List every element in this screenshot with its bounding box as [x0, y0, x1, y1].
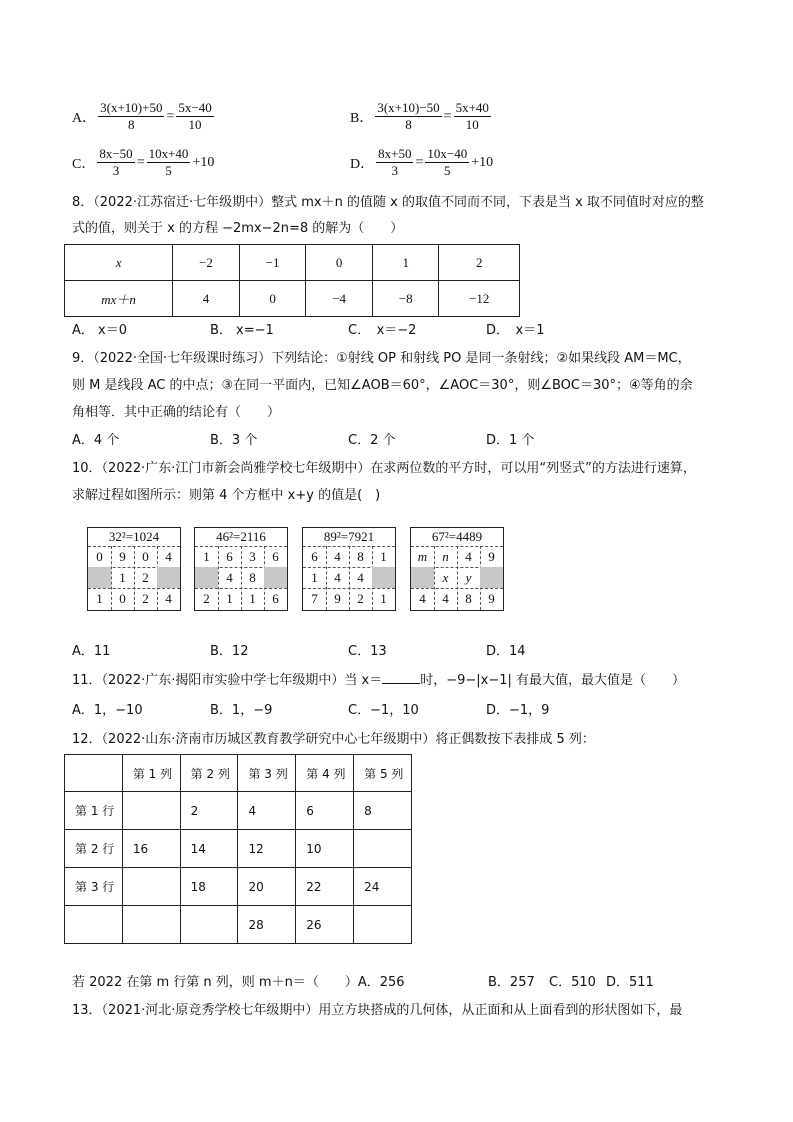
q12-cell	[354, 830, 412, 868]
grid-cell: 0	[96, 549, 103, 564]
q8-table-cell: 0	[239, 281, 306, 317]
q12-stem: 12．（2022·山东·济南市历城区教育教学研究中心七年级期中）将正偶数按下表排成 5 列：	[72, 732, 595, 747]
grid-cell	[480, 567, 503, 588]
q9-option-d: D．1 个	[486, 433, 535, 448]
grid-cell: 8	[249, 570, 256, 585]
grid-cell	[157, 567, 180, 588]
q11-option-b: B．1，−9	[210, 703, 273, 718]
q12-cell	[354, 906, 412, 944]
q12-cell: 10	[296, 830, 354, 868]
q12-cell: 6	[296, 792, 354, 830]
grid-cell: n	[442, 549, 449, 564]
q12-cell: 第 2 行	[65, 830, 123, 868]
q12-cell: 第 1 行	[65, 792, 123, 830]
grid-cell: 1	[203, 549, 210, 564]
grid-cell: 8	[357, 549, 364, 564]
q11-option-a: A．1，−10	[72, 703, 143, 718]
grid-cell: 8	[465, 591, 472, 606]
q11-stem-post: 时，−9−|x−1| 有最大值，最大值是（ ）	[420, 673, 686, 688]
grid-cell: 9	[334, 591, 341, 606]
grid-cell: 1	[311, 570, 318, 585]
q7-option-a: A． $\frac{3(x+10)+50}{8}$ = $\frac{5x-40}{10}$	[72, 100, 212, 132]
q7-option-c: C． $\frac{8x-50}{3}$ = $\frac{10x+40}{5}$ +10	[72, 146, 215, 178]
grid-cell: 4	[465, 549, 472, 564]
q10-stem-line1: 10．（2022·广东·江门市新会尚雅学校七年级期中）在求两位数的平方时，可以用“列竖式”的方法进行速算，	[72, 461, 696, 476]
grid-cell: 4	[419, 591, 426, 606]
q12-option-c: C．510	[549, 975, 596, 990]
grid-cell	[195, 567, 218, 588]
q8-table-cell: −8	[372, 281, 439, 317]
q7-option-b: B． $\frac{3(x+10)-50}{8}$ = $\frac{5x+40}{10}$	[350, 100, 489, 132]
q12-cell: 26	[296, 906, 354, 944]
grid-cell: 1	[96, 591, 103, 606]
grid-cell: 7	[311, 591, 318, 606]
q12-even-number-table	[64, 754, 412, 944]
q8-value-table	[64, 244, 520, 317]
grid-cell: 4	[334, 570, 341, 585]
square-figure	[302, 527, 396, 611]
grid-cell: 4	[442, 591, 449, 606]
q12-option-d: D．511	[606, 975, 654, 990]
q8-table-cell: 2	[439, 245, 520, 281]
grid-cell: 2	[142, 591, 149, 606]
grid-cell	[411, 567, 434, 588]
q10-option-c: C．13	[348, 644, 387, 659]
q12-cell: 18	[180, 868, 238, 906]
grid-cell: 1	[380, 549, 387, 564]
q8-option-a: A． x＝0	[72, 323, 127, 338]
q12-option-b: B．257	[488, 975, 535, 990]
q8-table-cell: −1	[239, 245, 306, 281]
grid-cell: 0	[119, 591, 126, 606]
q12-header-cell	[65, 755, 123, 792]
q12-cell	[122, 868, 180, 906]
grid-cell: y	[465, 570, 472, 585]
q9-option-b: B．3 个	[210, 433, 258, 448]
grid-cell: 4	[334, 549, 341, 564]
q8-table-cell: −4	[306, 281, 373, 317]
square-figure-title: 32²=1024	[88, 528, 180, 547]
q12-cell: 22	[296, 868, 354, 906]
q10-option-d: D．14	[486, 644, 526, 659]
q8-stem-line1: 8．（2022·江苏宿迁·七年级期中）整式 mx＋n 的值随 x 的取值不同而不同，下表是当 x 取不同值时对应的整	[72, 195, 704, 210]
q12-cell	[65, 906, 123, 944]
grid-cell	[88, 567, 111, 588]
q12-cell	[122, 792, 180, 830]
grid-cell	[372, 567, 395, 588]
q8-table-cell: 0	[306, 245, 373, 281]
q12-header-cell: 第 5 列	[354, 755, 412, 792]
q9-option-c: C．2 个	[348, 433, 396, 448]
q8-stem-line2: 式的值，则关于 x 的方程 −2mx−2n=8 的解为（ ）	[72, 221, 404, 236]
grid-cell: 2	[357, 591, 364, 606]
q11-stem	[72, 669, 685, 688]
q11-option-d: D．−1，9	[486, 703, 550, 718]
q9-stem-line1: 9．（2022·全国·七年级课时练习）下列结论：①射线 OP 和射线 PO 是同一条射线；②如果线段 AM＝MC，	[72, 351, 691, 366]
q7-option-d: D． $\frac{8x+50}{3}$ = $\frac{10x-40}{5}$ +10	[350, 146, 494, 178]
grid-cell: 4	[357, 570, 364, 585]
q8-table-cell: −12	[439, 281, 520, 317]
q12-question: 若 2022 在第 m 行第 n 列，则 m＋n＝（ ）A．256	[72, 975, 405, 990]
grid-cell: 1	[226, 591, 233, 606]
q8-table-cell: mx＋n	[65, 281, 173, 317]
grid-cell: 9	[488, 549, 495, 564]
q13-stem-line1: 13．（2021·河北·原竞秀学校七年级期中）用立方块搭成的几何体，从正面和从上面看到的形状图如下，最	[72, 1003, 683, 1018]
q12-header-cell: 第 3 列	[238, 755, 296, 792]
q8-option-c: C． x＝−2	[348, 323, 417, 338]
grid-cell: 9	[119, 549, 126, 564]
grid-cell: 4	[226, 570, 233, 585]
q9-option-a: A．4 个	[72, 433, 120, 448]
q12-cell	[180, 906, 238, 944]
q12-cell: 28	[238, 906, 296, 944]
q10-option-a: A．11	[72, 644, 111, 659]
q8-option-d: D． x＝1	[486, 323, 545, 338]
q10-option-b: B．12	[210, 644, 249, 659]
square-figure-title: 67²=4489	[411, 528, 503, 547]
q10-stem-line2: 求解过程如图所示：则第 4 个方框中 x+y 的值是( )	[72, 488, 381, 503]
square-figure-title: 89²=7921	[303, 528, 395, 547]
grid-cell: 2	[203, 591, 210, 606]
q12-cell: 4	[238, 792, 296, 830]
q12-cell: 20	[238, 868, 296, 906]
q12-header-cell: 第 4 列	[296, 755, 354, 792]
grid-cell: 1	[380, 591, 387, 606]
grid-cell: 2	[142, 570, 149, 585]
grid-cell: 6	[226, 549, 233, 564]
q8-option-b: B． x=−1	[210, 323, 274, 338]
grid-cell: 6	[272, 549, 279, 564]
q11-stem-pre: 11．（2022·广东·揭阳市实验中学七年级期中）当 x＝	[72, 673, 383, 688]
grid-cell: m	[417, 549, 428, 564]
q12-header-cell: 第 1 列	[122, 755, 180, 792]
square-figure	[87, 527, 181, 611]
q8-table-cell: 4	[173, 281, 240, 317]
square-figure-title: 46²=2116	[195, 528, 287, 547]
square-figure	[194, 527, 288, 611]
q9-stem-line2: 则 M 是线段 AC 的中点；③在同一平面内，已知∠AOB＝60°，∠AOC＝30°，则∠BOC＝30°；④等角的余	[72, 378, 693, 393]
q9-stem-line3: 角相等．其中正确的结论有（ ）	[72, 405, 281, 420]
grid-cell: 1	[249, 591, 256, 606]
q8-table-cell: x	[65, 245, 173, 281]
q8-table-cell: 1	[372, 245, 439, 281]
q12-cell: 24	[354, 868, 412, 906]
q12-cell: 8	[354, 792, 412, 830]
q12-cell: 14	[180, 830, 238, 868]
grid-cell: x	[442, 570, 449, 585]
grid-cell: 0	[142, 549, 149, 564]
grid-cell: 6	[272, 591, 279, 606]
grid-cell: 6	[311, 549, 318, 564]
q12-header-cell: 第 2 列	[180, 755, 238, 792]
grid-cell: 9	[488, 591, 495, 606]
q12-cell: 2	[180, 792, 238, 830]
square-figure	[410, 527, 504, 611]
q12-cell: 第 3 行	[65, 868, 123, 906]
q12-cell	[122, 906, 180, 944]
grid-cell	[264, 567, 287, 588]
grid-cell: 1	[119, 570, 126, 585]
q12-cell: 16	[122, 830, 180, 868]
grid-cell: 3	[249, 549, 256, 564]
grid-cell: 4	[165, 549, 172, 564]
q11-answer-blank	[382, 671, 420, 684]
grid-cell: 4	[165, 591, 172, 606]
q11-option-c: C．−1，10	[348, 703, 419, 718]
q8-table-cell: −2	[173, 245, 240, 281]
q12-cell: 12	[238, 830, 296, 868]
